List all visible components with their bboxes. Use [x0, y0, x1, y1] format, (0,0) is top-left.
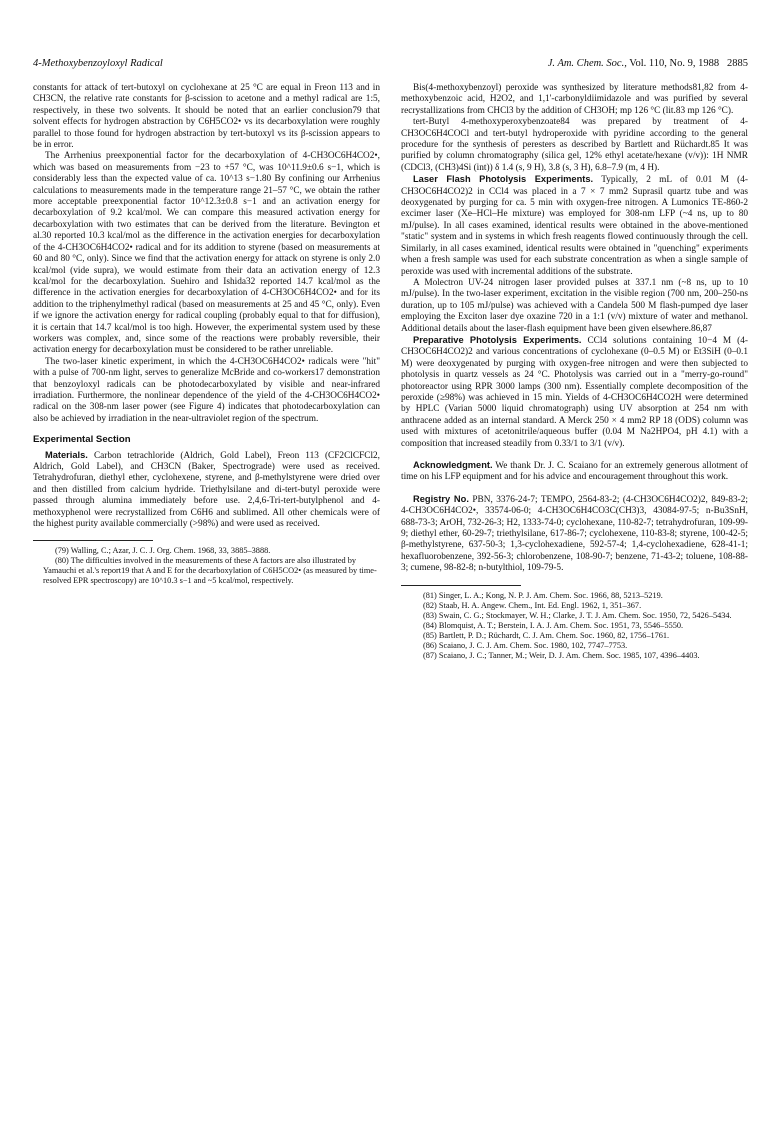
- footnote-80: (80) The difficulties involved in the measurements of these A factors are also illustrated by Yamauchi et al.'s report19 that A and E for the decarboxylation of C6H5CO2• (as measured by time-resolved EPR spectroscopy) are 10^10.3 s−1 and ~5 kcal/mol, respectively.: [43, 556, 377, 586]
- laser-text: Typically, 2 mL of 0.01 M (4-CH3OC6H4CO2)2 in CCl4 was placed in a 7 × 7 mm2 Suprasil quartz tube and was deoxygenated by purging for ca. 5 min with oxygen-free nitrogen. A Lumonics TE-860-2 excimer laser (Xe–HCl–He mixture) was employed for 308-nm LFP (~4 ns, up to 80 mJ/pulse). In all cases examined, identical results were obtained in the above-mentioned "static" system and in systems in which fresh reagents flowed continuously through the cell. Similarly, in all cases examined, identical results were obtained in "quenching" experiments when a fresh sample was used for each substrate concentration as when a single sample of peroxide was used with incremental additions of the substrate.: [401, 175, 748, 277]
- page-number: 2885: [727, 58, 748, 69]
- section-heading: Experimental Section: [33, 434, 131, 446]
- paragraph: The Arrhenius preexponential factor for the decarboxylation of 4-CH3OC6H4CO2•, which was based on measurements from −23 to +57 °C, was 10^11.9±0.6 s−1, which is considerably less than the expected value of ca. 10^13 s−1.80 By confining our Arrhenius calculations to measurements made in the temperature range 21–57 °C, we obtain the rather more acceptable preexponential factor 10^12.3±0.8 s−1 and an activation energy for decarboxylation of 9.2 kcal/mol. We can compare this measured activation energy for decarboxylation with two estimates that can be derived from the literature. Bevington et al.30 reported 10.3 kcal/mol as the difference in the activation energies for decarboxylation of the 4-CH3OC6H4CO2• radical and for its addition to styrene (based on measurements at 60 and 80 °C, only). Since we find that the activation energy for attack on styrene is only 2.0 kcal/mol (vide supra), we would estimate from their data an activation energy of 12.3 kcal/mol for the decarboxylation. Suehiro and Ishida32 reported 14.7 kcal/mol as the difference in the activation energies for decarboxylation of 4-CH3OC6H4CO2• and for its addition to the triphenylmethyl radical (based on measurements at 25 and 45 °C, only). Even if we ignore the activation energy for radical coupling (probably equal to that for diffusion), it is certain that 14.7 kcal/mol is too high. However, the experimental system used by these workers was complex, and, since some of the reactions were probably reversible, their activation energy for decarboxylation must be considered to be rather unreliable.: [33, 151, 380, 356]
- preparative-text: CCl4 solutions containing 10−4 M (4-CH3OC6H4CO2)2 and various concentrations of cyclohexane (0–0.5 M) or Et3SiH (0–0.1 M) were deoxygenated by purging with oxygen-free nitrogen and were then subjected to photolysis in quartz vessels as 24 °C. Photolysis was carried out in a "merry-go-round" photoreactor using RPR 3000 lamps (300 nm). Essentially complete decomposition of the peroxide (≥98%) was achieved in 15 min. Yields of 4-CH3OC6H4CO2H were determined by HPLC (Varian 5000 liquid chromatograph) using UV absorption at 254 nm with anthracene added as an internal standard. A Merck 250 × 4 mm2 RP 18 (ODS) column was used with mixtures of acetonitrile/aqueous buffer (0.04 M Na2HPO4, pH 4.1) with a composition that increased steadily from 0.33/1 to 3/1 (v/v).: [401, 335, 748, 449]
- paragraph: A Molectron UV-24 nitrogen laser provided pulses at 337.1 nm (~8 ns, up to 10 mJ/pulse). In the two-laser experiment, excitation in the visible region (700 nm, 200–250-ns duration, up to 105 mJ/pulse) was achieved with a Candela 500 M flash-pumped dye laser employing the Exciton laser dye oxazine 720 in a 1:1 (v/v) mixture of water and methanol. Additional details about the laser-flash equipment have been given elsewhere.86,87: [401, 277, 748, 334]
- paragraph: Bis(4-methoxybenzoyl) peroxide was synthesized by literature methods81,82 from 4-methoxybenzoic acid, H2O2, and 1,1'-carbonyldiimidazole and was purified by several recrystallizations from CHCl3 by the addition of CH3OH; mp 126 °C (lit.83 mp 126 °C).: [401, 83, 748, 116]
- run-in-heading: Materials.: [45, 449, 88, 460]
- paragraph: constants for attack of tert-butoxyl on cyclohexane at 25 °C are equal in Freon 113 and in CH3CN, the relative rate constants for β-scission to acetone and a methyl radical are 1:5, respectively, in these two solvents. It should be noted that an earlier conclusion79 that solvent effects for hydrogen abstraction by C6H5CO2• vs its decarboxylation were roughly parallel to those found for hydrogen abstraction by tert-butoxyl vs its β-scission appears to be in error.: [33, 83, 380, 151]
- running-header: [33, 58, 748, 74]
- left-column: [33, 83, 380, 586]
- acknowledgment: [401, 460, 748, 484]
- reference-item: (81) Singer, L. A.; Kong, N. P. J. Am. Chem. Soc. 1966, 88, 5213–5219.: [423, 590, 663, 600]
- paragraph: The two-laser kinetic experiment, in which the 4-CH3OC6H4CO2• radicals were "hit" with a pulse of 700-nm light, serves to generalize McBride and co-workers17 demonstration that benzoyloxyl radicals can be photodecarboxylated by visible and near-infrared irradiation. Furthermore, the nonlinear dependence of the yield of the 4-CH3OC6H4CO2• radical on the 308-nm laser power (see Figure 4) indicates that photodecarboxylation can also be achieved by irradiation in the near-ultraviolet region of the spectrum.: [33, 356, 380, 424]
- reference-item: (83) Swain, C. G.; Stockmayer, W. H.; Clarke, J. T. J. Am. Chem. Soc. 1950, 72, 5426–5434.: [423, 610, 732, 620]
- paragraph-materials: [33, 450, 380, 531]
- reference-item: (84) Blomquist, A. T.; Berstein, I. A. J. Am. Chem. Soc. 1951, 73, 5546–5550.: [423, 620, 684, 630]
- paragraph: tert-Butyl 4-methoxyperoxybenzoate84 was prepared by treatment of 4-CH3OC6H4COCl and tert-butyl hydroperoxide with pyridine according to the general procedure for the synthesis of peresters as described by Bartlett and Rüchardt.85 It was purified by column chromatography (silica gel, 12% ethyl acetate/hexane (v/v)): 1H NMR (CDCl3, (CH3)4Si (int)) δ 1.4 (s, 9 H), 3.8 (s, 3 H), 6.8–7.9 (m, 4 H).: [401, 117, 748, 173]
- reference-item: (82) Staab, H. A. Angew. Chem., Int. Ed. Engl. 1962, 1, 351–367.: [423, 600, 642, 610]
- reference-divider: [401, 585, 521, 586]
- acknowledgment-text: We thank Dr. J. C. Scaiano for an extremely generous allotment of time on his LFP equipment and for his advice and encouragement throughout this work.: [401, 461, 748, 483]
- run-in-heading: Laser Flash Photolysis Experiments.: [413, 174, 594, 185]
- reference-item: (86) Scaiano, J. C. J. Am. Chem. Soc. 1980, 102, 7747–7753.: [423, 640, 628, 650]
- registry-numbers: [401, 494, 748, 575]
- reference-list: [401, 591, 748, 661]
- header-journal: J. Am. Chem. Soc.,: [547, 58, 627, 69]
- header-volume: Vol. 110, No. 9, 1988: [629, 58, 720, 69]
- paragraph-laser: [401, 174, 748, 278]
- reference-item: (85) Bartlett, P. D.; Rüchardt, C. J. Am. Chem. Soc. 1960, 82, 1756–1761.: [423, 630, 670, 640]
- run-in-heading: Registry No.: [413, 493, 469, 504]
- footnote-divider: [33, 540, 153, 541]
- registry-text: PBN, 3376-24-7; TEMPO, 2564-83-2; (4-CH3OC6H4CO2)2, 849-83-2; 4-CH3OC6H4CO2•, 33574-06-0; 4-CH3OC6H4CO3C(CH3)3, 43084-97-5; n-Bu3SnH, 688-73-3; ArOH, 732-26-3; H2, 1333-74-0; cyclohexane, 110-82-7; tetrahydrofuran, 109-99-9; diethyl ether, 60-29-7; triethylsilane, 617-86-7; cyclohexene, 110-83-8; styrene, 100-42-5; β-methylstyrene, 637-50-3; 1,3-cyclohexadiene, 592-57-4; 1,4-cyclohexadiene, 628-41-1; hexafluorobenzene, 392-56-3; chlorobenzene, 108-90-7; benzene, 71-43-2; toluene, 108-88-3; cumene, 98-82-8; n-butylthiol, 109-79-5.: [401, 494, 749, 574]
- materials-text: Carbon tetrachloride (Aldrich, Gold Label), Freon 113 (CF2ClCFCl2, Aldrich, Gold Label), and CH3CN (Baker, Spectrograde) were used as received. Tetrahydrofuran, diethyl ether, cyclohexene, styrene, and β-methylstyrene were dried over and then distilled from calcium hydride. Triethylsilane and di-tert-butyl peroxide were passed through alumina immediately before use. 2,4,6-Tri-tert-butylphenol and 4-methoxyphenol were recrystallized from C6H6 and sublimed. All other chemicals were of the highest purity available commercially (>98%) and were used as received.: [33, 450, 380, 530]
- right-column: [401, 83, 748, 661]
- footnote-79: (79) Walling, C.; Azar, J. C. J. Org. Chem. 1968, 33, 3885–3888.: [55, 546, 271, 556]
- run-in-heading: Acknowledgment.: [413, 460, 493, 470]
- run-in-heading: Preparative Photolysis Experiments.: [413, 334, 582, 345]
- header-title: 4-Methoxybenzoyloxyl Radical: [33, 58, 163, 69]
- paragraph-preparative: [401, 335, 748, 450]
- header-citation: [548, 58, 748, 69]
- reference-item: (87) Scaiano, J. C.; Tanner, M.; Weir, D. J. Am. Chem. Soc. 1985, 107, 4396–4403.: [423, 650, 700, 660]
